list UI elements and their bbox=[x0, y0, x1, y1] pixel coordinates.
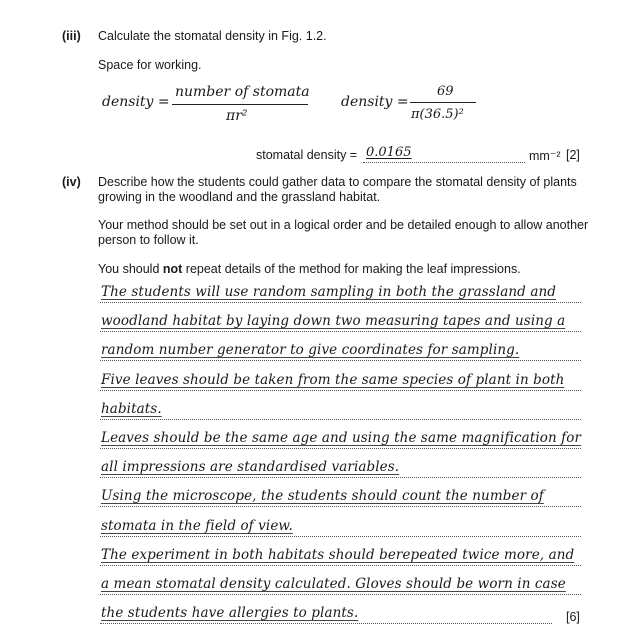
part-iii-label: (iii) bbox=[62, 29, 81, 43]
substitution-denominator: π(36.5)² bbox=[411, 107, 464, 122]
substitution-lhs: density = bbox=[341, 94, 409, 110]
answer-line bbox=[100, 545, 581, 566]
formula-lhs: density = bbox=[102, 94, 170, 110]
answer-text: The students will use random sampling in both the grassland and bbox=[101, 284, 557, 300]
substitution-fraction-bar bbox=[410, 102, 476, 103]
formula-numerator: number of stomata bbox=[175, 84, 310, 100]
working-label: Space for working. bbox=[98, 58, 202, 72]
answer-line bbox=[100, 457, 581, 478]
part-iii-marks: [2] bbox=[566, 148, 580, 162]
answer-line bbox=[100, 311, 581, 332]
answer-text: random number generator to give coordinates for sampling. bbox=[101, 342, 520, 358]
formula-fraction-bar bbox=[172, 104, 308, 105]
answer-label: stomatal density = bbox=[256, 148, 358, 162]
answer-line bbox=[100, 486, 581, 507]
answer-text: Leaves should be the same age and using the same magnification for bbox=[101, 430, 582, 446]
part-iii-question: Calculate the stomatal density in Fig. 1.2. bbox=[98, 29, 327, 43]
answer-unit: mm⁻² bbox=[529, 149, 561, 163]
answer-text: Using the microscope, the students should count the number of bbox=[101, 488, 544, 504]
note-suffix: repeat details of the method for making the leaf impressions. bbox=[182, 262, 521, 276]
note-bold: not bbox=[162, 262, 183, 276]
formula-denominator: πr² bbox=[226, 108, 248, 124]
answer-line bbox=[100, 282, 581, 303]
answer-line bbox=[100, 340, 581, 361]
instruction-line2: person to follow it. bbox=[98, 233, 199, 247]
answer-line bbox=[100, 399, 581, 420]
note-text bbox=[98, 262, 521, 276]
part-iv-marks: [6] bbox=[566, 610, 580, 624]
answer-line bbox=[100, 370, 581, 391]
answer-line bbox=[100, 603, 552, 624]
part-iv-question-line1: Describe how the students could gather data to compare the stomatal density of plants bbox=[98, 175, 577, 189]
answer-text: stomata in the field of view. bbox=[101, 518, 293, 534]
answer-text: a mean stomatal density calculated. Gloves should be worn in case bbox=[101, 576, 566, 592]
part-iv-label: (iv) bbox=[62, 175, 81, 189]
answer-value: 0.0165 bbox=[366, 145, 412, 160]
answer-text: habitats. bbox=[101, 401, 162, 417]
answer-text: the students have allergies to plants. bbox=[101, 605, 359, 621]
answer-line bbox=[100, 574, 581, 595]
answer-line bbox=[100, 516, 581, 537]
answer-text: Five leaves should be taken from the same species of plant in both bbox=[101, 372, 565, 388]
note-prefix: You should bbox=[98, 262, 163, 276]
substitution-numerator: 69 bbox=[437, 84, 454, 99]
answer-line bbox=[100, 428, 581, 449]
answer-text: woodland habitat by laying down two measuring tapes and using a bbox=[101, 313, 566, 329]
answer-text: The experiment in both habitats should berepeated twice more, and bbox=[101, 547, 575, 563]
instruction-line1: Your method should be set out in a logical order and be detailed enough to allow another bbox=[98, 218, 589, 232]
part-iv-question-line2: growing in the woodland and the grassland habitat. bbox=[98, 190, 381, 204]
answer-text: all impressions are standardised variables. bbox=[101, 459, 400, 475]
